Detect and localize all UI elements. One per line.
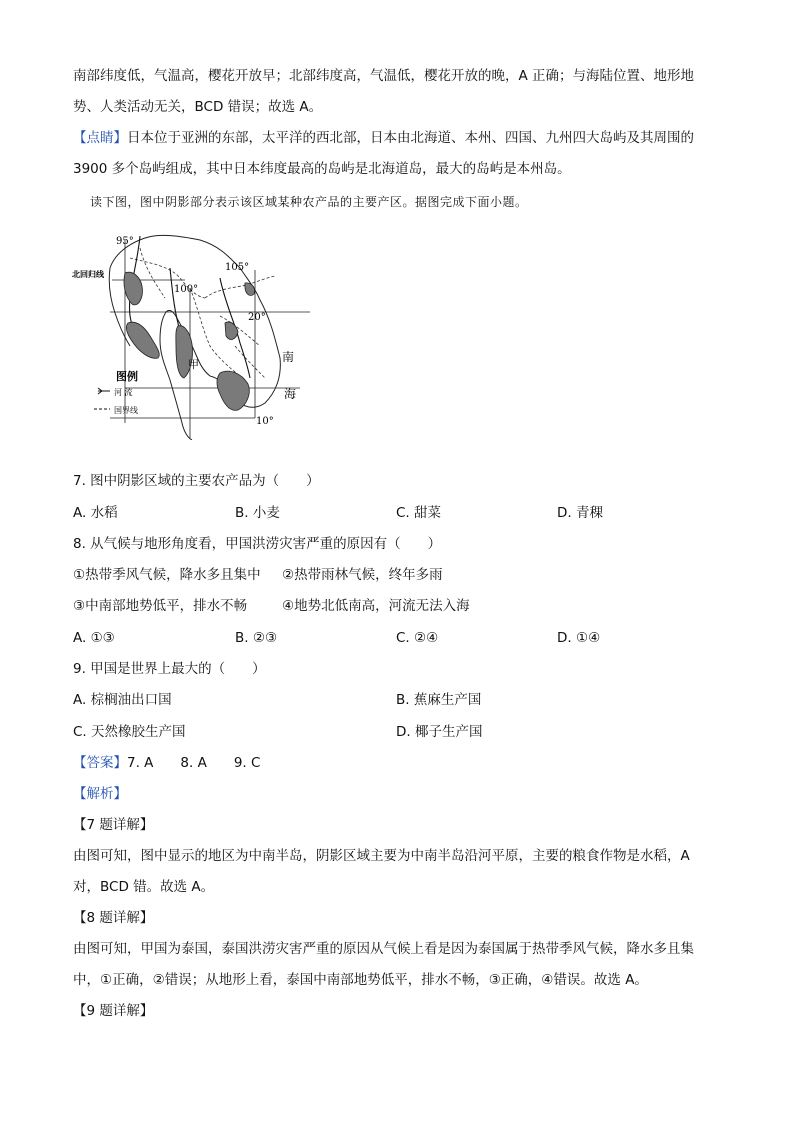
text-line: 南部纬度低，气温高，樱花开放早；北部纬度高，气温低，樱花开放的晚，A 正确；与海陆位置、地形地 [73,68,695,84]
q8-option-d: D. ①④ [557,630,601,646]
label-sea-2: 海 [284,387,297,401]
text-line: 3900 多个岛屿组成，其中日本纬度最高的岛屿是北海道岛，最大的岛屿是本州岛。 [73,161,571,177]
q8-option-b: B. ②③ [235,630,278,646]
dianjing-tag: 【点睛】 [73,130,127,146]
detail-8-text: 由图可知，甲国为泰国，泰国洪涝灾害严重的原因从气候上看是因为泰国属于热带季风气候，降水多且集 [73,941,694,957]
q7-option-c: C. 甜菜 [396,505,442,521]
analysis-tag: 【解析】 [73,786,127,802]
q9-option-b: B. 蕉麻生产国 [396,692,482,708]
label-lon-105: 105° [225,262,250,273]
dianjing-line [73,128,694,148]
q8-statement-3: ③中南部地势低平，排水不畅 [73,598,248,614]
q7-option-a: A. 水稻 [73,505,118,521]
map-legend [94,369,138,415]
legend-river: 河 流 [114,388,133,397]
question-9-stem: 9. 甲国是世界上最大的（ ） [73,661,266,677]
q9-option-a: A. 棕榈油出口国 [73,692,172,708]
detail-8-text: 中，①正确，②错误；从地形上看，泰国中南部地势低平，排水不畅，③正确，④错误。故选 A。 [73,972,648,988]
label-jia: 甲 [188,358,199,371]
label-tropic: 北回归线 [72,269,104,279]
detail-7-title: 【7 题详解】 [73,817,154,833]
label-sea-1: 南 [282,350,295,364]
q8-statement-2: ②热带雨林气候，终年多雨 [282,567,443,583]
text-line: 日本位于亚洲的东部，太平洋的西北部，日本由北海道、本州、四国、九州四大岛屿及其周围的 [127,130,694,146]
label-lat-20: 20° [248,312,266,323]
detail-7-text: 对，BCD 错。故选 A。 [73,879,215,895]
answer-tag: 【答案】 [73,755,127,771]
indochina-map [70,228,320,440]
q8-statement-1: ①热带季风气候，降水多且集中 [73,567,261,583]
q8-statement-4: ④地势北低南高，河流无法入海 [282,598,470,614]
legend-title: 图例 [116,370,138,383]
q7-option-b: B. 小麦 [235,505,280,521]
q7-option-d: D. 青稞 [557,505,603,521]
question-7-stem: 7. 图中阴影区域的主要农产品为（ ） [73,473,320,489]
answer-text: 7. A 8. A 9. C [127,755,261,771]
label-lon-95: 95° [116,236,134,247]
text-line: 势、人类活动无关，BCD 错误；故选 A。 [73,99,323,115]
q8-option-c: C. ②④ [396,630,439,646]
answer-line [73,753,260,773]
legend-border: 国界线 [114,406,138,415]
q9-option-d: D. 椰子生产国 [396,724,483,740]
label-lat-10: 10° [256,416,274,427]
detail-8-title: 【8 题详解】 [73,910,154,926]
river-legend-icon [98,388,110,394]
detail-7-text: 由图可知，图中显示的地区为中南半岛，阴影区域主要为中南半岛沿河平原，主要的粮食作物是水稻，A [73,848,690,864]
q9-option-c: C. 天然橡胶生产国 [73,724,186,740]
detail-9-title: 【9 题详解】 [73,1003,154,1019]
q8-option-a: A. ①③ [73,630,115,646]
map-intro: 读下图，图中阴影部分表示该区域某种农产品的主要产区。据图完成下面小题。 [90,195,528,209]
question-8-stem: 8. 从气候与地形角度看，甲国洪涝灾害严重的原因有（ ） [73,536,442,552]
label-lon-100: 100° [174,284,199,295]
